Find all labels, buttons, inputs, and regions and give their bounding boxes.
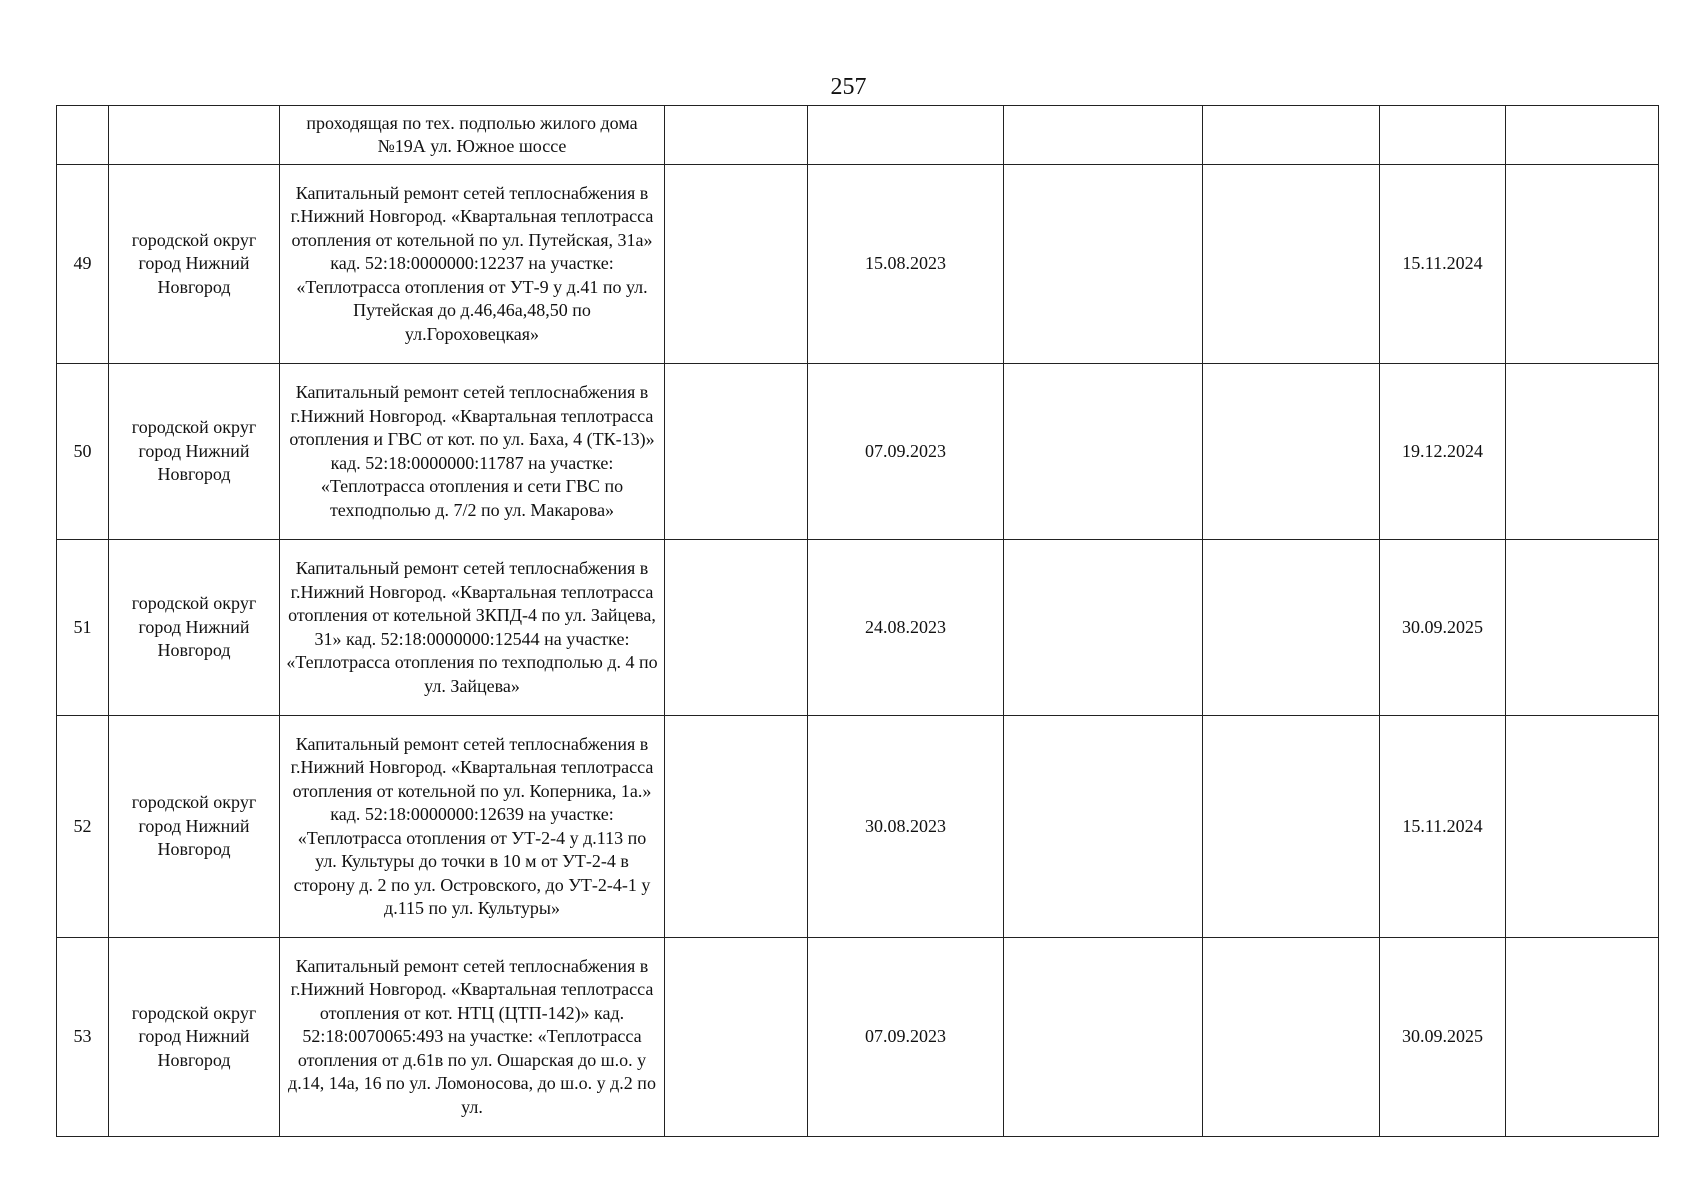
cell-num: 51 — [57, 540, 109, 716]
cell-date-end: 19.12.2024 — [1380, 364, 1506, 540]
cell-municipality: городской округ город Нижний Новгород — [109, 165, 280, 364]
cell-municipality: городской округ город Нижний Новгород — [109, 716, 280, 938]
cell-municipality: городской округ город Нижний Новгород — [109, 540, 280, 716]
cell-date-end: 30.09.2025 — [1380, 938, 1506, 1137]
cell-date-end: 15.11.2024 — [1380, 165, 1506, 364]
cell-date-end: 15.11.2024 — [1380, 716, 1506, 938]
cell-description: Капитальный ремонт сетей теплоснабжения в г.Нижний Новгород. «Квартальная теплотрасса отопления от котельной ЗКПД-4 по ул. Зайцева, 31» кад. 52:18:0000000:12544 на участке: «Теплотрасса отопления по техподполью д. 4 по ул. Зайцева» — [280, 540, 665, 716]
cell-num: 52 — [57, 716, 109, 938]
cell-empty — [665, 106, 808, 165]
cell-num: 53 — [57, 938, 109, 1137]
cell-empty — [1203, 106, 1380, 165]
cell-description: проходящая по тех. подполью жилого дома №19А ул. Южное шоссе — [280, 106, 665, 165]
cell-empty — [1506, 540, 1659, 716]
cell-date-end — [1380, 106, 1506, 165]
table-row — [57, 165, 1659, 364]
table-row-continuation — [57, 106, 1659, 165]
cell-empty — [1506, 165, 1659, 364]
cell-date-start: 07.09.2023 — [808, 938, 1004, 1137]
cell-empty — [1004, 716, 1203, 938]
cell-date-start: 30.08.2023 — [808, 716, 1004, 938]
cell-empty — [665, 364, 808, 540]
cell-municipality: городской округ город Нижний Новгород — [109, 364, 280, 540]
cell-empty — [1004, 364, 1203, 540]
cell-description: Капитальный ремонт сетей теплоснабжения в г.Нижний Новгород. «Квартальная теплотрасса отопления от котельной по ул. Коперника, 1а.» кад. 52:18:0000000:12639 на участке: «Теплотрасса отопления от УТ-2-4 у д.113 по ул. Культуры до точки в 10 м от УТ-2-4 в сторону д. 2 по ул. Островского, до УТ-2-4-1 у д.115 по ул. Культуры» — [280, 716, 665, 938]
table-row — [57, 364, 1659, 540]
cell-empty — [1203, 938, 1380, 1137]
cell-empty — [665, 165, 808, 364]
cell-empty — [1004, 938, 1203, 1137]
cell-empty — [1004, 540, 1203, 716]
table-row — [57, 716, 1659, 938]
cell-date-start: 24.08.2023 — [808, 540, 1004, 716]
cell-num: 49 — [57, 165, 109, 364]
cell-date-start — [808, 106, 1004, 165]
cell-empty — [1506, 106, 1659, 165]
cell-empty — [1203, 716, 1380, 938]
cell-empty — [1203, 364, 1380, 540]
table-row — [57, 540, 1659, 716]
cell-empty — [1506, 938, 1659, 1137]
cell-empty — [1506, 364, 1659, 540]
cell-municipality: городской округ город Нижний Новгород — [109, 938, 280, 1137]
cell-description: Капитальный ремонт сетей теплоснабжения в г.Нижний Новгород. «Квартальная теплотрасса отопления от котельной по ул. Путейская, 31а» кад. 52:18:0000000:12237 на участке: «Теплотрасса отопления от УТ-9 у д.41 по ул. Путейская до д.46,46а,48,50 по ул.Гороховецкая» — [280, 165, 665, 364]
table-row — [57, 938, 1659, 1137]
cell-empty — [1203, 540, 1380, 716]
cell-num: 50 — [57, 364, 109, 540]
cell-date-start: 07.09.2023 — [808, 364, 1004, 540]
cell-empty — [1506, 716, 1659, 938]
cell-date-start: 15.08.2023 — [808, 165, 1004, 364]
cell-empty — [1203, 165, 1380, 364]
works-table — [56, 105, 1659, 1137]
cell-description: Капитальный ремонт сетей теплоснабжения в г.Нижний Новгород. «Квартальная теплотрасса отопления и ГВС от кот. по ул. Баха, 4 (ТК-13)» кад. 52:18:0000000:11787 на участке: «Теплотрасса отопления и сети ГВС по техподполью д. 7/2 по ул. Макарова» — [280, 364, 665, 540]
cell-empty — [665, 540, 808, 716]
cell-num — [57, 106, 109, 165]
cell-date-end: 30.09.2025 — [1380, 540, 1506, 716]
page-number: 257 — [830, 74, 867, 100]
cell-municipality — [109, 106, 280, 165]
cell-empty — [1004, 106, 1203, 165]
cell-description: Капитальный ремонт сетей теплоснабжения в г.Нижний Новгород. «Квартальная теплотрасса отопления от кот. НТЦ (ЦТП-142)» кад. 52:18:0070065:493 на участке: «Теплотрасса отопления от д.61в по ул. Ошарская до ш.о. у д.14, 14а, 16 по ул. Ломоносова, до ш.о. у д.2 по ул. — [280, 938, 665, 1137]
cell-empty — [665, 716, 808, 938]
cell-empty — [665, 938, 808, 1137]
cell-empty — [1004, 165, 1203, 364]
